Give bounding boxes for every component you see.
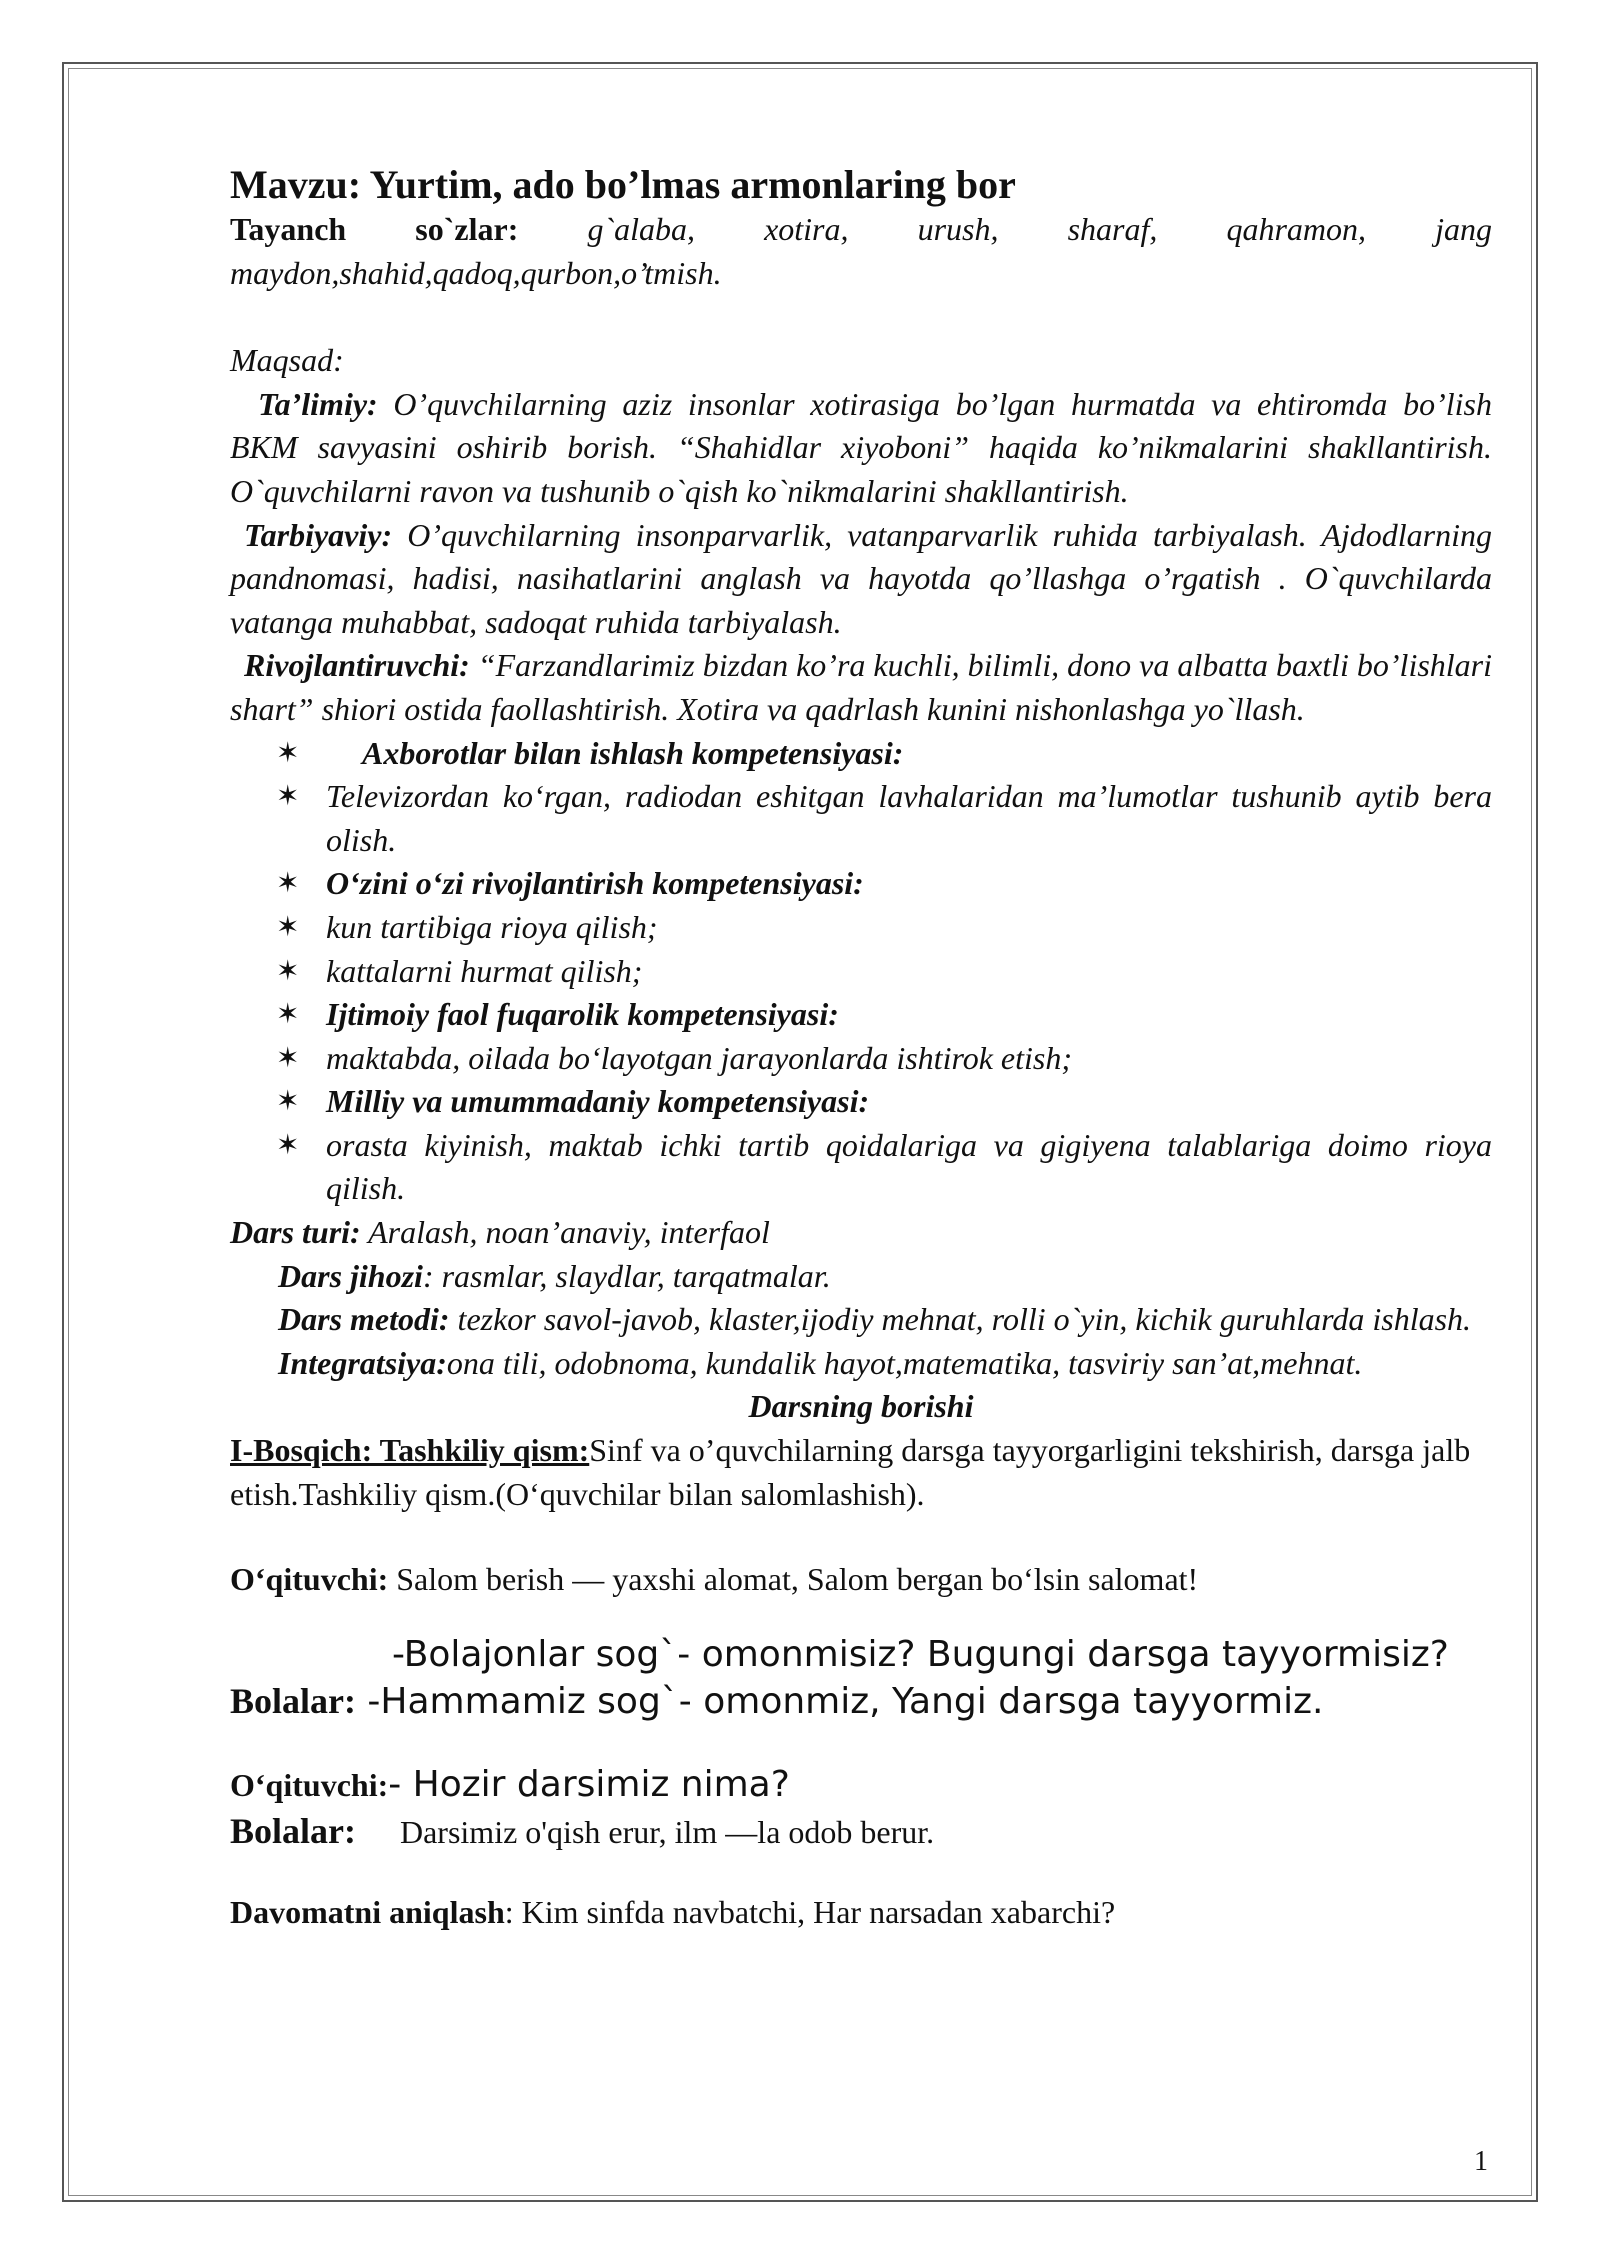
dars-turi-text: Aralash, noan’anaviy, interfaol xyxy=(360,1214,770,1251)
dars-jihozi xyxy=(230,1255,1492,1299)
talimiy-label: Ta’limiy: xyxy=(258,385,378,422)
bolalar-label: Bolalar: xyxy=(230,1680,356,1721)
star-bullet-icon: ✶ xyxy=(276,955,300,987)
oqituvchi-label: O‘qituvchi: xyxy=(230,1561,389,1598)
bosqich-text: Sinf va o’quvchilarning darsga tayyorgarligini tekshirish, darsga jalb etish.Tashkiliy qism.(O‘quvchilar bilan salomlashish). xyxy=(230,1432,1471,1512)
page-title: Mavzu: Yurtim, ado bo’lmas armonlaring bor xyxy=(230,162,1016,207)
competency-item xyxy=(276,775,1492,862)
tarbiyaviy-text: O’quvchilarning insonparvarlik, vatanparvarlik ruhida tarbiyalash. Ajdodlarning pandnomasi, hadisi, nasihatlarini anglash va hayotda qo’llashga o’rgatish . O`quvchilarda vatanga muhabbat, sadoqat ruhida tarbiyalash. xyxy=(230,516,1492,640)
competency-text: Milliy va umummadaniy kompetensiyasi: xyxy=(326,1083,870,1120)
dialog-text-4: - Hozir darsimiz nima? xyxy=(388,1763,790,1805)
rivojlantiruvchi-text: “Farzandlarimiz bizdan ko’ra kuchli, bilimli, dono va albatta baxtli bo’lishlari shart” shiori ostida faollashtirish. Xotira va qadrlash kunini nishonlashga yo`llash. xyxy=(230,647,1493,727)
integratsiya xyxy=(230,1342,1492,1386)
page-number: 1 xyxy=(1474,2146,1488,2177)
competency-item xyxy=(276,1080,1492,1124)
competency-item xyxy=(276,993,1492,1037)
spacer xyxy=(230,1516,1492,1558)
keywords-label: Tayanch so`zlar: xyxy=(230,211,519,247)
keywords-text: g`alaba, xotira, urush, sharaf, qahramon, jang maydon,shahid,qadoq,qurbon,o’tmish. xyxy=(230,211,1493,291)
competency-text: Axborotlar bilan ishlash kompetensiyasi: xyxy=(362,734,904,771)
integratsiya-text: ona tili, odobnoma, kundalik hayot,matematika, tasviriy san’at,mehnat. xyxy=(446,1344,1363,1381)
competency-list xyxy=(230,732,1492,1212)
competency-item xyxy=(276,862,1492,906)
document-body xyxy=(230,162,1492,1934)
competency-item xyxy=(276,950,1492,994)
spacer xyxy=(230,1602,1492,1632)
borishi-heading: Darsning borishi xyxy=(748,1388,974,1425)
bolalar-label-2: Bolalar: xyxy=(230,1810,356,1851)
dialog-line-1 xyxy=(230,1558,1492,1602)
star-bullet-icon: ✶ xyxy=(276,737,300,769)
dars-metodi-label: Dars metodi: xyxy=(278,1301,450,1338)
tarbiyaviy-label: Tarbiyaviy: xyxy=(244,516,393,553)
talimiy-paragraph xyxy=(230,383,1492,514)
dialog-line-4 xyxy=(230,1761,1492,1808)
competency-text: Televizordan ko‘rgan, radiodan eshitgan lavhalaridan ma’lumotlar tushunib aytib bera olish. xyxy=(326,778,1492,858)
oqituvchi-label-2: O‘qituvchi: xyxy=(230,1766,389,1803)
maqsad-label: Maqsad: xyxy=(230,342,344,379)
spacer xyxy=(230,295,1492,339)
dars-turi-label: Dars turi: xyxy=(230,1214,361,1251)
competency-text: orasta kiyinish, maktab ichki tartib qoidalariga va gigiyena talablariga doimo rioya qilish. xyxy=(326,1126,1492,1207)
dialog-line-2: -Bolajonlar sog`- omonmisiz? Bugungi darsga tayyormisiz? xyxy=(392,1633,1449,1675)
talimiy-text: O’quvchilarning aziz insonlar xotirasiga bo’lgan hurmatda va ehtiromda bo’lish BKM savyasini oshirib borish. “Shahidlar xiyoboni” haqida ko’nikmalarini shakllantirish. O`quvchilarni ravon va tushunib o`qish ko`nikmalarini shakllantirish. xyxy=(230,385,1492,509)
dars-metodi xyxy=(230,1298,1492,1342)
star-bullet-icon: ✶ xyxy=(276,1042,300,1074)
competency-text: O‘zini o‘zi rivojlantirish kompetensiyasi: xyxy=(326,865,864,902)
rivojlantiruvchi-paragraph xyxy=(230,644,1492,731)
dars-turi xyxy=(230,1211,1492,1255)
dialog-line-5 xyxy=(230,1808,1492,1855)
davomat-label: Davomatni aniqlash xyxy=(230,1893,505,1930)
star-bullet-icon: ✶ xyxy=(276,999,300,1031)
bosqich-paragraph xyxy=(230,1429,1492,1516)
spacer xyxy=(230,1855,1492,1891)
integratsiya-label: Integratsiya: xyxy=(278,1344,447,1381)
dialog-text-1: Salom berish — yaxshi alomat, Salom bergan bo‘lsin salomat! xyxy=(388,1561,1199,1598)
competency-text: Ijtimoiy faol fuqarolik kompetensiyasi: xyxy=(326,996,839,1033)
star-bullet-icon: ✶ xyxy=(276,1086,300,1118)
dialog-line-6 xyxy=(230,1891,1492,1935)
competency-item xyxy=(276,732,1492,776)
tarbiyaviy-paragraph xyxy=(230,514,1492,645)
star-bullet-icon: ✶ xyxy=(276,1129,300,1161)
dialog-line-3 xyxy=(230,1678,1492,1725)
dars-metodi-text: tezkor savol-javob, klaster,ijodiy mehnat, rolli o`yin, kichik guruhlarda ishlash. xyxy=(449,1301,1472,1338)
competency-text: maktabda, oilada bo‘layotgan jarayonlarda ishtirok etish; xyxy=(326,1039,1073,1076)
star-bullet-icon: ✶ xyxy=(276,781,300,813)
competency-text: kattalarni hurmat qilish; xyxy=(326,952,643,989)
dars-jihozi-text: : rasmlar, slaydlar, tarqatmalar. xyxy=(422,1257,831,1294)
competency-text: kun tartibiga rioya qilish; xyxy=(326,908,658,945)
competency-item xyxy=(276,906,1492,950)
dialog-text-5: Darsimiz o'qish erur, ilm —la odob berur. xyxy=(399,1813,935,1850)
star-bullet-icon: ✶ xyxy=(276,868,300,900)
rivojlantiruvchi-label: Rivojlantiruvchi: xyxy=(244,647,470,684)
competency-item xyxy=(276,1124,1492,1211)
keywords-paragraph xyxy=(230,208,1492,295)
star-bullet-icon: ✶ xyxy=(276,911,300,943)
spacer xyxy=(230,1725,1492,1761)
bosqich-label: I-Bosqich: Tashkiliy qism: xyxy=(230,1432,590,1469)
competency-item xyxy=(276,1037,1492,1081)
dialog-text-3: -Hammamiz sog`- omonmiz, Yangi darsga tayyormiz. xyxy=(355,1680,1324,1722)
dars-jihozi-label: Dars jihozi xyxy=(278,1257,423,1294)
dialog-text-6: : Kim sinfda navbatchi, Har narsadan xabarchi? xyxy=(504,1893,1116,1930)
